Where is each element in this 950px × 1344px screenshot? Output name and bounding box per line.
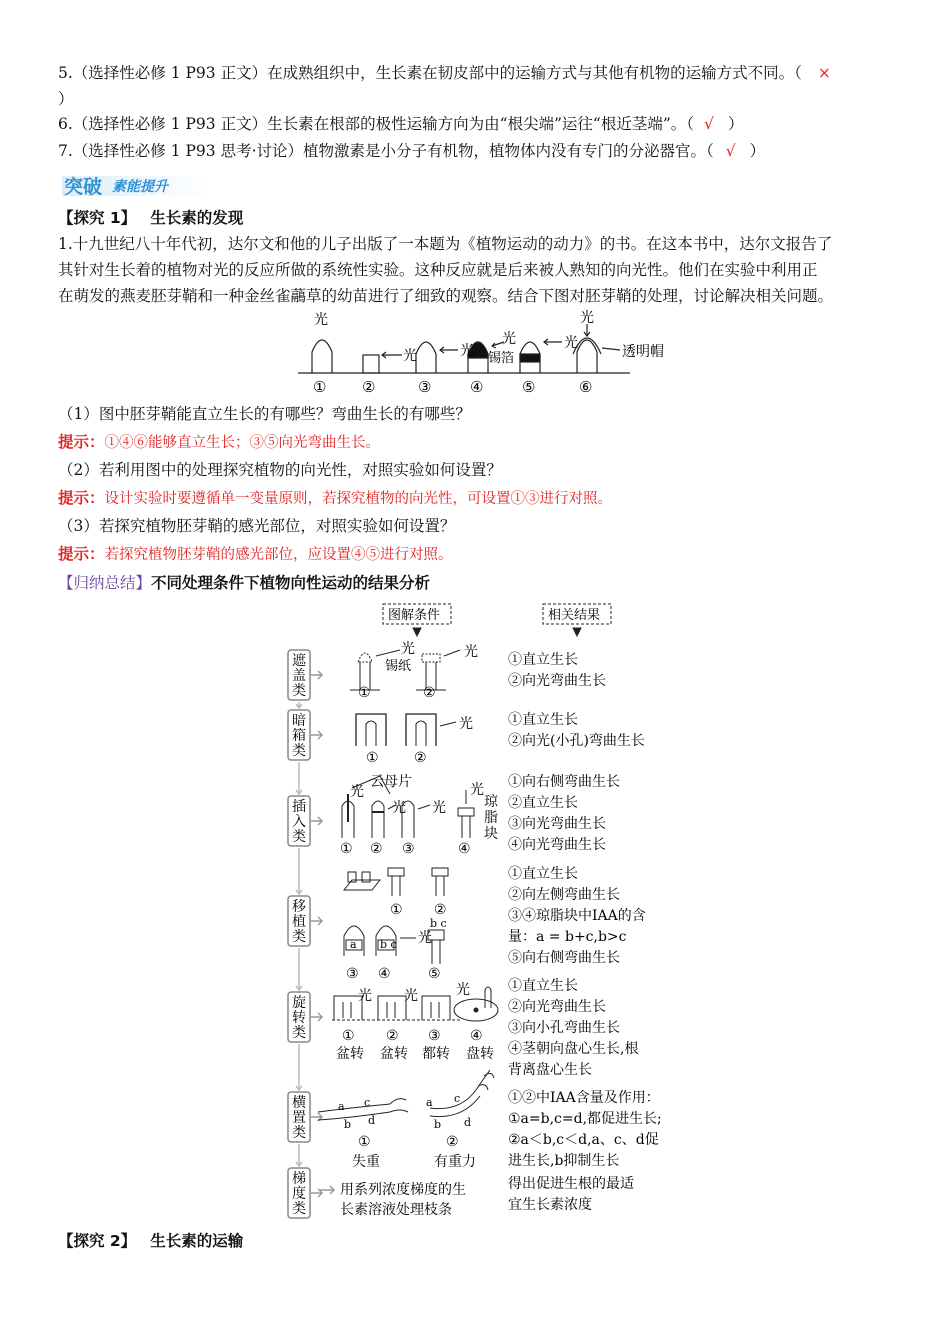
category-label: 类 — [292, 743, 306, 759]
svg-text:光: 光 — [470, 782, 484, 798]
question-1: （1）图中胚芽鞘能直立生长的有哪些？弯曲生长的有哪些？ — [58, 405, 471, 423]
hint-1: 提示：①④⑥能够直立生长；③⑤向光弯曲生长。 — [58, 433, 381, 451]
svg-text:图解条件: 图解条件 — [388, 608, 441, 623]
result-text: 得出促进生根的最适 — [508, 1176, 634, 1192]
category-label: 移 — [292, 899, 306, 915]
svg-text:②: ② — [414, 750, 427, 766]
svg-text:光: 光 — [418, 930, 432, 946]
svg-text:都转: 都转 — [422, 1046, 450, 1062]
result-text: ①直立生长 — [508, 978, 578, 994]
category-label: 类 — [292, 1201, 306, 1217]
check-mark: √ — [704, 115, 714, 133]
svg-text:光: 光 — [403, 348, 417, 364]
category-label: 梯 — [292, 1171, 306, 1187]
svg-text:①: ① — [342, 1028, 355, 1044]
result-text: ④茎朝向盘心生长,根 — [508, 1041, 639, 1057]
banner-main: 突破 — [64, 176, 103, 198]
category-label: 置 — [292, 1110, 306, 1126]
question-2: （2）若利用图中的处理探究植物的向光性，对照实验如何设置？ — [58, 461, 502, 479]
check-mark: √ — [725, 142, 736, 160]
svg-text:用系列浓度梯度的生: 用系列浓度梯度的生 — [340, 1182, 466, 1198]
svg-text:光: 光 — [432, 800, 446, 816]
svg-text:②: ② — [423, 685, 436, 701]
category-label: 植 — [292, 914, 306, 930]
svg-text:光: 光 — [502, 331, 516, 347]
svg-text:c: c — [364, 1096, 371, 1109]
svg-text:b: b — [434, 1118, 442, 1131]
category-label: 类 — [292, 1125, 306, 1141]
svg-text:光: 光 — [404, 988, 418, 1004]
banner-sub: 素能提升 — [112, 179, 168, 195]
result-text: ②向光弯曲生长 — [508, 999, 606, 1015]
category-label: 入 — [292, 814, 306, 830]
svg-text:③: ③ — [428, 1028, 441, 1044]
svg-text:①: ① — [366, 750, 379, 766]
svg-text:透明帽: 透明帽 — [622, 344, 664, 360]
svg-text:a: a — [338, 1100, 345, 1113]
svg-text:③: ③ — [402, 841, 415, 857]
coleoptile-figure — [290, 310, 670, 400]
svg-text:锡纸: 锡纸 — [385, 659, 412, 674]
summary-diagram — [280, 600, 700, 1230]
svg-text:盘转: 盘转 — [466, 1046, 494, 1062]
summary-heading: 【归纳总结】不同处理条件下植物向性运动的结果分析 — [58, 574, 431, 592]
result-text: ①直立生长 — [508, 652, 578, 668]
judgment-item-7: 7.（选择性必修 1 P93 思考·讨论）植物激素是小分子有机物，植物体内没有专门的分泌器官。（ √ ） — [58, 142, 766, 160]
svg-text:光: 光 — [314, 312, 328, 328]
svg-text:有重力: 有重力 — [434, 1154, 476, 1170]
svg-text:⑤: ⑤ — [522, 378, 536, 396]
svg-text:光: 光 — [460, 343, 474, 359]
svg-text:光: 光 — [459, 716, 473, 732]
category-label: 度 — [292, 1186, 306, 1202]
category-label: 类 — [292, 829, 306, 845]
result-text: ③向小孔弯曲生长 — [508, 1020, 620, 1036]
category-label: 类 — [292, 683, 306, 699]
svg-text:光: 光 — [358, 988, 372, 1004]
category-label: 类 — [292, 929, 306, 945]
svg-text:b: b — [344, 1118, 352, 1131]
svg-text:长素溶液处理枝条: 长素溶液处理枝条 — [340, 1202, 452, 1218]
svg-text:光: 光 — [464, 644, 478, 660]
svg-text:①: ① — [390, 902, 403, 918]
svg-text:b c: b c — [380, 938, 397, 951]
result-text: ①②中IAA含量及作用： — [508, 1090, 660, 1106]
svg-text:d: d — [368, 1114, 376, 1127]
svg-text:脂: 脂 — [484, 810, 498, 826]
svg-text:④: ④ — [470, 378, 484, 396]
result-text: ③④琼脂块中IAA的含 — [508, 908, 646, 924]
svg-text:②: ② — [434, 902, 447, 918]
result-text: ⑤向右侧弯曲生长 — [508, 950, 620, 966]
intro-line-2: 其针对生长着的植物对光的反应所做的系统性实验。这种反应就是后来被人熟知的向光性。他们在实验中利用正 — [58, 261, 818, 279]
category-label: 横 — [292, 1095, 306, 1111]
category-label: 盖 — [292, 668, 306, 684]
result-text: 背离盘心生长 — [508, 1062, 592, 1078]
svg-text:a: a — [350, 938, 357, 951]
svg-text:①: ① — [358, 1134, 371, 1150]
section-heading-2: 【探究 2】 生长素的运输 — [58, 1232, 244, 1250]
result-text: ④向光弯曲生长 — [508, 837, 606, 853]
result-text: 量：a = b+c,b>c — [508, 929, 627, 945]
result-text: ①直立生长 — [508, 866, 578, 882]
category-label: 类 — [292, 1025, 306, 1041]
svg-text:c: c — [454, 1092, 461, 1105]
intro-line-3: 在萌发的燕麦胚芽鞘和一种金丝雀虉草的幼苗进行了细致的观察。结合下图对胚芽鞘的处理，讨论解决相关问题。 — [58, 287, 834, 305]
banner-graphic — [62, 174, 212, 198]
results-column — [508, 651, 662, 1213]
svg-text:光: 光 — [564, 335, 578, 351]
svg-text:光: 光 — [580, 310, 594, 326]
judgment-item-5: 5.（选择性必修 1 P93 正文）在成熟组织中，生长素在韧皮部中的运输方式与其他有机物的运输方式不同。（ × — [58, 64, 831, 82]
category-label: 插 — [292, 799, 306, 815]
dark-box-illustration — [356, 714, 456, 746]
svg-text:①: ① — [340, 841, 353, 857]
svg-text:②: ② — [446, 1134, 459, 1150]
category-column — [288, 650, 322, 1218]
svg-text:光: 光 — [456, 982, 470, 998]
svg-text:④: ④ — [458, 841, 471, 857]
coleoptile-3 — [416, 342, 436, 373]
result-text: 宜生长素浓度 — [508, 1197, 592, 1213]
judgment-item-5-cont: ） — [58, 90, 74, 108]
svg-text:云母片: 云母片 — [370, 774, 412, 790]
svg-text:相关结果: 相关结果 — [548, 608, 601, 623]
coleoptile-6 — [577, 340, 597, 373]
category-label: 遮 — [292, 653, 306, 669]
svg-text:⑤: ⑤ — [428, 966, 441, 982]
result-text: ②向光弯曲生长 — [508, 673, 606, 689]
intro-line-1: 1.十九世纪八十年代初，达尔文和他的儿子出版了一本题为《植物运动的动力》的书。在这本书中，达尔文报告了 — [58, 235, 833, 253]
section-heading-1: 【探究 1】 生长素的发现 — [58, 209, 244, 227]
svg-text:⑥: ⑥ — [579, 378, 593, 396]
cross-mark: × — [817, 64, 831, 82]
svg-text:块: 块 — [484, 826, 498, 842]
result-text: ②a＜b,c＜d,a、c、d促 — [508, 1132, 659, 1148]
result-text: ①直立生长 — [508, 712, 578, 728]
svg-text:光: 光 — [392, 800, 406, 816]
svg-text:①: ① — [358, 685, 371, 701]
svg-text:b c: b c — [430, 917, 447, 930]
hint-3: 提示：若探究植物胚芽鞘的感光部位，应设置④⑤进行对照。 — [58, 545, 453, 563]
coleoptile-2-cut — [363, 355, 379, 373]
coleoptile-1 — [312, 340, 332, 373]
svg-text:盆转: 盆转 — [380, 1046, 408, 1062]
svg-text:②: ② — [362, 378, 376, 396]
judgment-item-6: 6.（选择性必修 1 P93 正文）生长素在根部的极性运输方向为由“根尖端”运往“根近茎端”。（ √ ） — [58, 115, 744, 133]
section-banner — [62, 174, 212, 198]
svg-text:光: 光 — [401, 641, 415, 657]
foil-band-5 — [520, 354, 540, 362]
result-text: 进生长,b抑制生长 — [508, 1153, 620, 1169]
svg-text:盆转: 盆转 — [336, 1046, 364, 1062]
result-text: ②直立生长 — [508, 795, 578, 811]
category-label: 箱 — [292, 728, 306, 744]
result-text: ①向右侧弯曲生长 — [508, 774, 620, 790]
category-label: 旋 — [292, 995, 306, 1011]
category-label: 转 — [292, 1010, 306, 1026]
hint-2: 提示：设计实验时要遵循单一变量原则，若探究植物的向光性，可设置①③进行对照。 — [58, 489, 613, 507]
svg-text:光: 光 — [350, 784, 364, 800]
svg-text:锡箔: 锡箔 — [488, 351, 515, 366]
svg-text:琼: 琼 — [484, 794, 498, 810]
svg-text:③: ③ — [418, 378, 432, 396]
svg-text:②: ② — [370, 841, 383, 857]
svg-text:①: ① — [313, 378, 327, 396]
question-3: （3）若探究植物胚芽鞘的感光部位，对照实验如何设置？ — [58, 517, 456, 535]
svg-text:d: d — [464, 1116, 472, 1129]
result-text: ①a=b,c=d,都促进生长; — [508, 1111, 662, 1127]
svg-text:④: ④ — [470, 1028, 483, 1044]
svg-text:②: ② — [386, 1028, 399, 1044]
category-label: 暗 — [292, 713, 306, 729]
svg-text:③: ③ — [346, 966, 359, 982]
svg-text:④: ④ — [378, 966, 391, 982]
result-text: ③向光弯曲生长 — [508, 816, 606, 832]
svg-text:a: a — [426, 1096, 433, 1109]
result-text: ②向左侧弯曲生长 — [508, 887, 620, 903]
result-text: ②向光(小孔)弯曲生长 — [508, 733, 645, 749]
svg-text:失重: 失重 — [352, 1154, 380, 1170]
